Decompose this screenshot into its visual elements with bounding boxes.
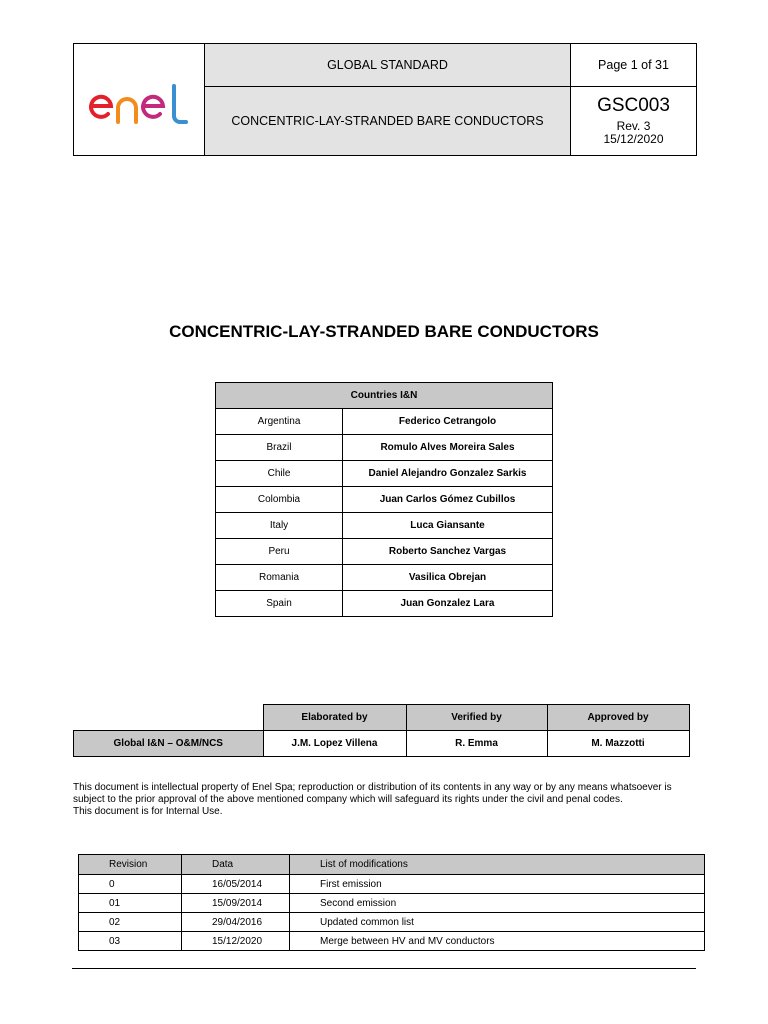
footer-divider bbox=[72, 968, 696, 969]
country-cell: Colombia bbox=[216, 487, 343, 513]
table-row bbox=[216, 591, 553, 617]
date-header: Data bbox=[182, 855, 290, 875]
doc-code-cell bbox=[571, 87, 696, 155]
countries-table bbox=[215, 382, 553, 617]
table-row bbox=[79, 894, 705, 913]
elaborated-by-value: J.M. Lopez Villena bbox=[263, 731, 406, 757]
country-cell: Brazil bbox=[216, 435, 343, 461]
doc-revision: Rev. 3 bbox=[616, 119, 651, 133]
date-cell: 16/05/2014 bbox=[182, 875, 290, 894]
table-row bbox=[216, 487, 553, 513]
date-cell: 29/04/2016 bbox=[182, 913, 290, 932]
approved-by-value: M. Mazzotti bbox=[547, 731, 689, 757]
modification-cell: Updated common list bbox=[290, 913, 705, 932]
representative-cell: Federico Cetrangolo bbox=[343, 409, 553, 435]
document-header bbox=[73, 43, 697, 156]
table-row bbox=[79, 875, 705, 894]
country-cell: Spain bbox=[216, 591, 343, 617]
revision-cell: 0 bbox=[79, 875, 182, 894]
doc-type-cell: GLOBAL STANDARD bbox=[205, 44, 571, 87]
table-row bbox=[216, 565, 553, 591]
representative-cell: Romulo Alves Moreira Sales bbox=[343, 435, 553, 461]
revision-cell: 02 bbox=[79, 913, 182, 932]
table-row bbox=[79, 913, 705, 932]
revision-header: Revision bbox=[79, 855, 182, 875]
approval-values-row bbox=[74, 731, 690, 757]
verified-by-header: Verified by bbox=[406, 705, 547, 731]
doc-code: GSC003 bbox=[597, 95, 670, 116]
country-cell: Peru bbox=[216, 539, 343, 565]
date-cell: 15/12/2020 bbox=[182, 932, 290, 951]
modification-cell: First emission bbox=[290, 875, 705, 894]
approval-table bbox=[73, 704, 690, 757]
table-row bbox=[216, 513, 553, 539]
blank-cell bbox=[74, 705, 264, 731]
representative-cell: Roberto Sanchez Vargas bbox=[343, 539, 553, 565]
approved-by-header: Approved by bbox=[547, 705, 689, 731]
representative-cell: Daniel Alejandro Gonzalez Sarkis bbox=[343, 461, 553, 487]
representative-cell: Juan Gonzalez Lara bbox=[343, 591, 553, 617]
approval-header-row bbox=[74, 705, 690, 731]
revision-cell: 03 bbox=[79, 932, 182, 951]
representative-cell: Vasilica Obrejan bbox=[343, 565, 553, 591]
elaborated-by-header: Elaborated by bbox=[263, 705, 406, 731]
table-row bbox=[216, 461, 553, 487]
organization-cell: Global I&N – O&M/NCS bbox=[74, 731, 264, 757]
verified-by-value: R. Emma bbox=[406, 731, 547, 757]
country-cell: Chile bbox=[216, 461, 343, 487]
modifications-header: List of modifications bbox=[290, 855, 705, 875]
table-row bbox=[216, 435, 553, 461]
table-row bbox=[216, 409, 553, 435]
page-number: Page 1 of 31 bbox=[571, 44, 696, 87]
revisions-header-row bbox=[79, 855, 705, 875]
confidentiality-notice bbox=[73, 782, 703, 818]
enel-logo bbox=[74, 44, 205, 155]
table-row bbox=[216, 539, 553, 565]
countries-header-row bbox=[216, 383, 553, 409]
date-cell: 15/09/2014 bbox=[182, 894, 290, 913]
modification-cell: Second emission bbox=[290, 894, 705, 913]
revisions-table bbox=[78, 854, 705, 951]
representative-cell: Luca Giansante bbox=[343, 513, 553, 539]
notice-text: This document is intellectual property of Enel Spa; reproduction or distribution of its contents in any way or by any means whatsoever is subject to the prior approval of the above mentioned company which will safeguard its rights under the civil and penal codes. bbox=[73, 782, 672, 805]
enel-logo-cell bbox=[74, 44, 205, 155]
table-row bbox=[79, 932, 705, 951]
country-cell: Argentina bbox=[216, 409, 343, 435]
revision-cell: 01 bbox=[79, 894, 182, 913]
country-cell: Romania bbox=[216, 565, 343, 591]
country-cell: Italy bbox=[216, 513, 343, 539]
doc-date: 15/12/2020 bbox=[603, 132, 664, 146]
countries-header: Countries I&N bbox=[216, 383, 553, 409]
doc-title-cell: CONCENTRIC-LAY-STRANDED BARE CONDUCTORS bbox=[205, 87, 571, 155]
page-title: CONCENTRIC-LAY-STRANDED BARE CONDUCTORS bbox=[169, 322, 599, 341]
representative-cell: Juan Carlos Gómez Cubillos bbox=[343, 487, 553, 513]
modification-cell: Merge between HV and MV conductors bbox=[290, 932, 705, 951]
internal-use-text: This document is for Internal Use. bbox=[73, 806, 223, 817]
